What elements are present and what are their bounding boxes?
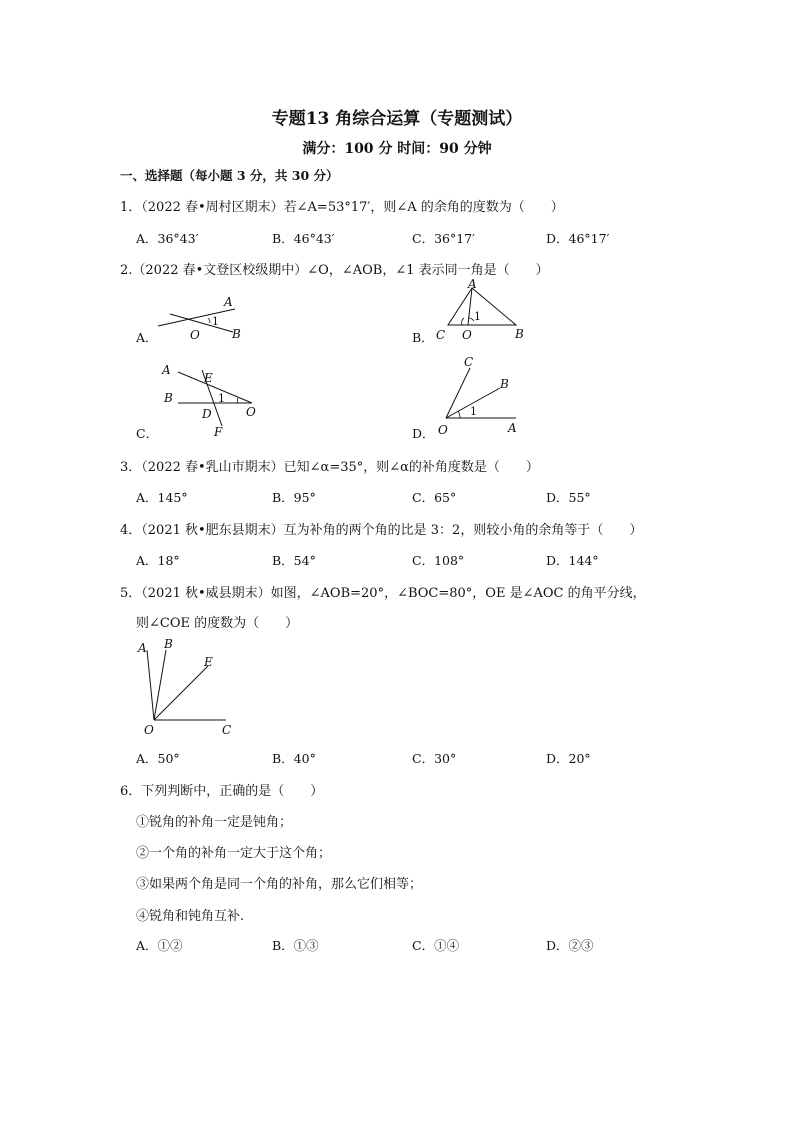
question-3-stem: 3．（2022 春•乳山市期末）已知∠α=35°，则∠α的补角度数是（ ） xyxy=(120,460,539,475)
question-2-figure-b xyxy=(430,277,540,342)
question-1-option-a[interactable]: A．36°43′ xyxy=(136,231,199,246)
question-3-option-d[interactable]: D．55° xyxy=(546,490,591,505)
fig5-label-b: B xyxy=(164,637,173,651)
question-2-option-a[interactable]: A． xyxy=(136,330,158,345)
question-2-option-c[interactable]: C． xyxy=(136,426,159,441)
exam-info: 满分：100 分 时间：90 分钟 xyxy=(302,141,492,157)
figc-label-d: D xyxy=(202,407,212,421)
question-1-option-b[interactable]: B．46°43′ xyxy=(272,231,335,246)
question-2-option-d[interactable]: D． xyxy=(412,426,435,441)
question-3-option-b[interactable]: B．95° xyxy=(272,490,316,505)
question-5-option-a[interactable]: A．50° xyxy=(136,751,180,766)
question-4-stem: 4．（2021 秋•肥东县期末）互为补角的两个角的比是 3：2，则较小角的余角等于（ ） xyxy=(120,523,643,538)
question-5-option-d[interactable]: D．20° xyxy=(546,751,591,766)
question-6-option-a[interactable]: A．①② xyxy=(136,938,183,953)
question-6-option-c[interactable]: C．①④ xyxy=(412,938,460,953)
figa-label-1: 1 xyxy=(212,315,219,328)
figd-label-o: O xyxy=(438,423,448,437)
fig5-label-c: C xyxy=(222,723,232,737)
question-3-option-a[interactable]: A．145° xyxy=(136,490,188,505)
question-4-option-a[interactable]: A．18° xyxy=(136,553,180,568)
question-4-option-b[interactable]: B．54° xyxy=(272,553,316,568)
question-5-stem-line-2: 则∠COE 的度数为（ ） xyxy=(136,616,299,631)
question-4-option-d[interactable]: D．144° xyxy=(546,553,599,568)
figd-label-c: C xyxy=(464,355,474,369)
question-1-option-c[interactable]: C．36°17′ xyxy=(412,231,475,246)
figd-label-1: 1 xyxy=(470,405,477,418)
question-6-statement-1: ①锐角的补角一定是钝角； xyxy=(136,815,293,830)
question-5-figure xyxy=(130,636,250,740)
question-6-statement-3: ③如果两个角是同一个角的补角，那么它们相等； xyxy=(136,877,423,892)
fig5-label-o: O xyxy=(144,723,154,737)
figc-label-f: F xyxy=(214,425,223,439)
question-1-option-d[interactable]: D．46°17′ xyxy=(546,231,610,246)
figc-label-b: B xyxy=(164,391,173,405)
question-6-option-d[interactable]: D．②③ xyxy=(546,938,594,953)
question-2-figure-c xyxy=(160,360,270,442)
fig5-label-a: A xyxy=(138,641,147,655)
question-6-statement-4: ④锐角和钝角互补. xyxy=(136,909,245,924)
figb-label-a: A xyxy=(468,277,477,291)
question-5-option-c[interactable]: C．30° xyxy=(412,751,457,766)
question-4-option-c[interactable]: C．108° xyxy=(412,553,465,568)
question-6-stem: 6．下列判断中，正确的是（ ） xyxy=(120,784,324,799)
question-2-figure-a xyxy=(150,292,260,342)
fig5-label-e: E xyxy=(204,655,213,669)
question-2-figure-d xyxy=(430,352,530,438)
question-6-option-b[interactable]: B．①③ xyxy=(272,938,319,953)
figb-label-1: 1 xyxy=(474,310,481,323)
figc-label-1: 1 xyxy=(218,392,225,405)
question-5-stem-line-1: 5．（2021 秋•威县期末）如图，∠AOB=20°，∠BOC=80°，OE 是∠AOC 的角平分线， xyxy=(120,586,646,601)
figc-label-a: A xyxy=(162,363,171,377)
question-3-option-c[interactable]: C．65° xyxy=(412,490,457,505)
question-6-statement-2: ②一个角的补角一定大于这个角； xyxy=(136,846,332,861)
figb-label-o: O xyxy=(462,328,472,342)
figc-label-o: O xyxy=(246,405,256,419)
figb-label-b: B xyxy=(515,327,524,341)
figa-label-a: A xyxy=(224,295,233,309)
question-5-option-b[interactable]: B．40° xyxy=(272,751,316,766)
page-title: 专题13 角综合运算（专题测试） xyxy=(271,109,523,129)
section-heading: 一、选择题（每小题 3 分，共 30 分） xyxy=(120,168,339,183)
figc-label-e: E xyxy=(204,371,213,385)
question-1-stem: 1．（2022 春•周村区期末）若∠A=53°17′，则∠A 的余角的度数为（ ） xyxy=(120,200,564,215)
figa-label-o: O xyxy=(190,328,200,342)
figa-label-b: B xyxy=(232,327,241,341)
question-2-option-b[interactable]: B． xyxy=(412,330,434,345)
question-2-stem: 2.（2022 春•文登区校级期中）∠O，∠AOB，∠1 表示同一角是（ ） xyxy=(120,263,549,278)
figd-label-b: B xyxy=(500,377,509,391)
figb-label-c: C xyxy=(436,328,446,342)
figd-label-a: A xyxy=(508,421,517,435)
